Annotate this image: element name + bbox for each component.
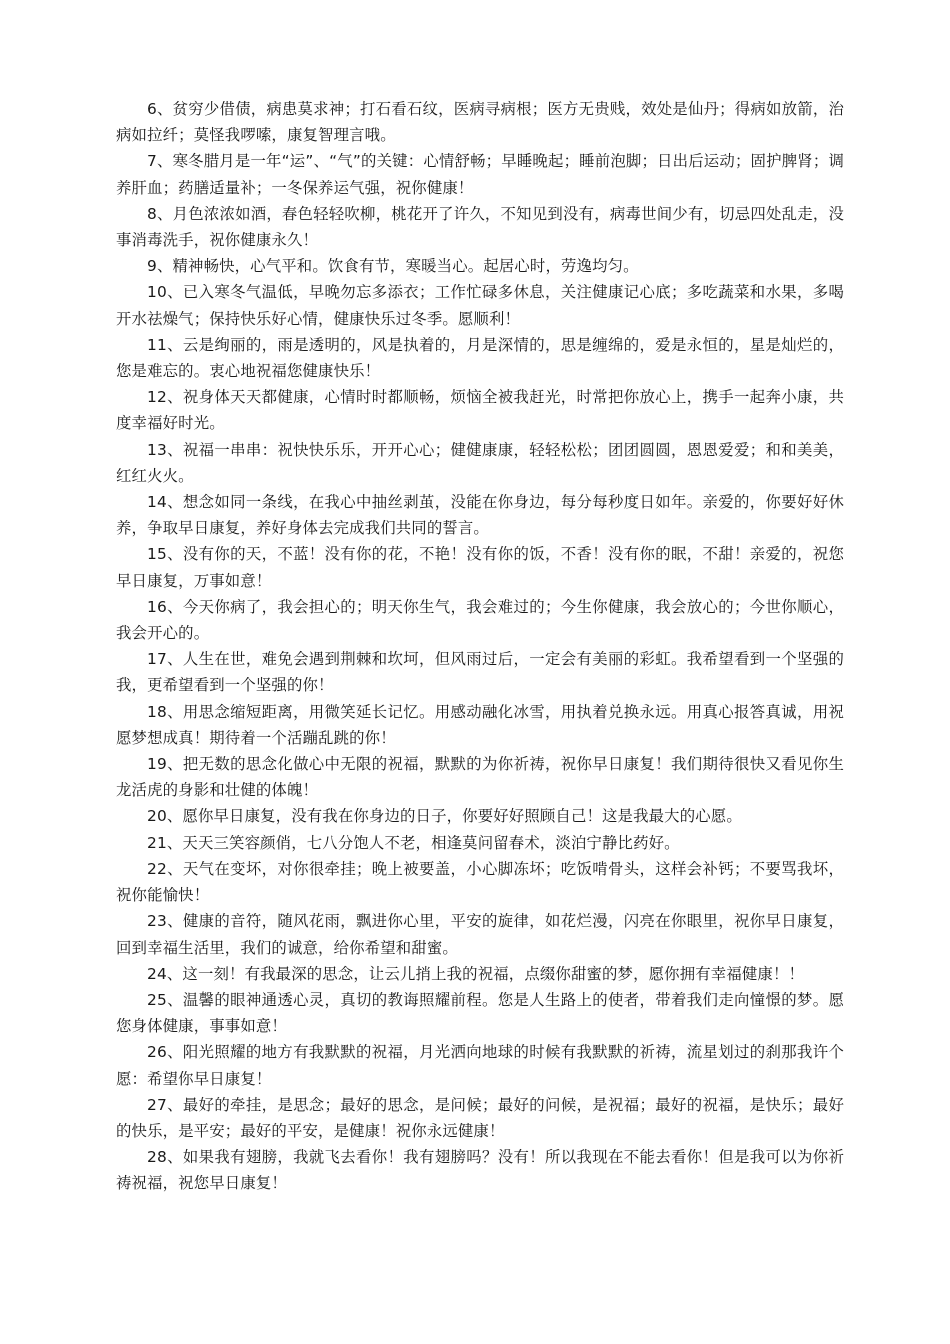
- paragraph: 26、阳光照耀的地方有我默默的祝福，月光洒向地球的时候有我默默的祈祷，流星划过的刹那我许个愿：希望你早日康复！: [116, 1043, 844, 1088]
- paragraph: 22、天气在变坏，对你很牵挂；晚上被要盖，小心脚冻坏；吃饭啃骨头，这样会补钙；不要骂我坏，祝你能愉快！: [116, 859, 844, 905]
- document-body: [116, 96, 844, 1197]
- paragraph: 16、今天你病了，我会担心的；明天你生气，我会难过的；今生你健康，我会放心的；今世你顺心，我会开心的。: [116, 597, 844, 643]
- paragraph: 19、把无数的思念化做心中无限的祝福，默默的为你祈祷，祝你早日康复！我们期待很快又看见你生龙活虎的身影和壮健的体魄！: [116, 755, 844, 800]
- paragraph: 17、人生在世，难免会遇到荆棘和坎坷，但风雨过后，一定会有美丽的彩虹。我希望看到一个坚强的我，更希望看到一个坚强的你！: [116, 650, 844, 695]
- paragraph: 10、已入寒冬气温低，早晚勿忘多添衣；工作忙碌多休息，关注健康记心底；多吃蔬菜和水果，多喝开水祛燥气；保持快乐好心情，健康快乐过冬季。愿顺利！: [116, 283, 844, 328]
- paragraph: 20、愿你早日康复，没有我在你身边的日子，你要好好照顾自己！这是我最大的心愿。: [147, 807, 742, 826]
- paragraph: 25、温馨的眼神通透心灵，真切的教诲照耀前程。您是人生路上的使者，带着我们走向憧憬的梦。愿您身体健康，事事如意！: [116, 990, 844, 1036]
- paragraph: 13、祝福一串串：祝快快乐乐，开开心心；健健康康，轻轻松松；团团圆圆，恩恩爱爱；和和美美，红红火火。: [116, 440, 844, 485]
- paragraph: 15、没有你的天，不蓝！没有你的花，不艳！没有你的饭，不香！没有你的眠，不甜！亲爱的，祝您早日康复，万事如意！: [116, 545, 844, 590]
- paragraph: 21、天天三笑容颜俏，七八分饱人不老，相逢莫问留春术，淡泊宁静比药好。: [147, 833, 680, 852]
- paragraph: 6、贫穷少借债，病患莫求神；打石看石纹，医病寻病根；医方无贵贱，效处是仙丹；得病如放箭，治病如拉纤；莫怪我啰嗦，康复智理言哦。: [116, 100, 844, 145]
- paragraph: 14、想念如同一条线，在我心中抽丝剥茧，没能在你身边，每分每秒度日如年。亲爱的，你要好好休养，争取早日康复，养好身体去完成我们共同的誓言。: [116, 493, 844, 538]
- paragraph: 28、如果我有翅膀，我就飞去看你！我有翅膀吗？没有！所以我现在不能去看你！但是我可以为你祈祷祝福，祝您早日康复！: [116, 1148, 844, 1193]
- paragraph: 24、这一刻！有我最深的思念，让云儿捎上我的祝福，点缀你甜蜜的梦，愿你拥有幸福健康！！: [147, 964, 805, 983]
- paragraph: 8、月色浓浓如酒，春色轻轻吹柳，桃花开了许久，不知见到没有，病毒世间少有，切忌四处乱走，没事消毒洗手，祝你健康永久！: [116, 204, 844, 250]
- paragraph: 9、精神畅快，心气平和。饮食有节，寒暖当心。起居心时，劳逸均匀。: [147, 257, 639, 276]
- paragraph: 12、祝身体天天都健康，心情时时都顺畅，烦恼全被我赶光，时常把你放心上，携手一起奔小康，共度幸福好时光。: [116, 388, 844, 433]
- paragraph: 11、云是绚丽的，雨是透明的，风是执着的，月是深情的，思是缠绵的，爱是永恒的，星是灿烂的，您是难忘的。衷心地祝福您健康快乐！: [116, 335, 844, 381]
- paragraph: 7、寒冬腊月是一年“运”、“气”的关键：心情舒畅；早睡晚起；睡前泡脚；日出后运动；固护脾肾；调养肝血；药膳适量补；一冬保养运气强，祝你健康！: [116, 152, 844, 197]
- paragraph: 23、健康的音符，随风花雨，飘进你心里，平安的旋律，如花烂漫，闪亮在你眼里，祝你早日康复，回到幸福生活里，我们的诚意，给你希望和甜蜜。: [116, 912, 844, 957]
- paragraph: 18、用思念缩短距离，用微笑延长记忆。用感动融化冰雪，用执着兑换永远。用真心报答真诚，用祝愿梦想成真！期待着一个活蹦乱跳的你！: [116, 702, 844, 747]
- paragraph: 27、最好的牵挂，是思念；最好的思念，是问候；最好的问候，是祝福；最好的祝福，是快乐；最好的快乐，是平安；最好的平安，是健康！祝你永远健康！: [116, 1095, 844, 1140]
